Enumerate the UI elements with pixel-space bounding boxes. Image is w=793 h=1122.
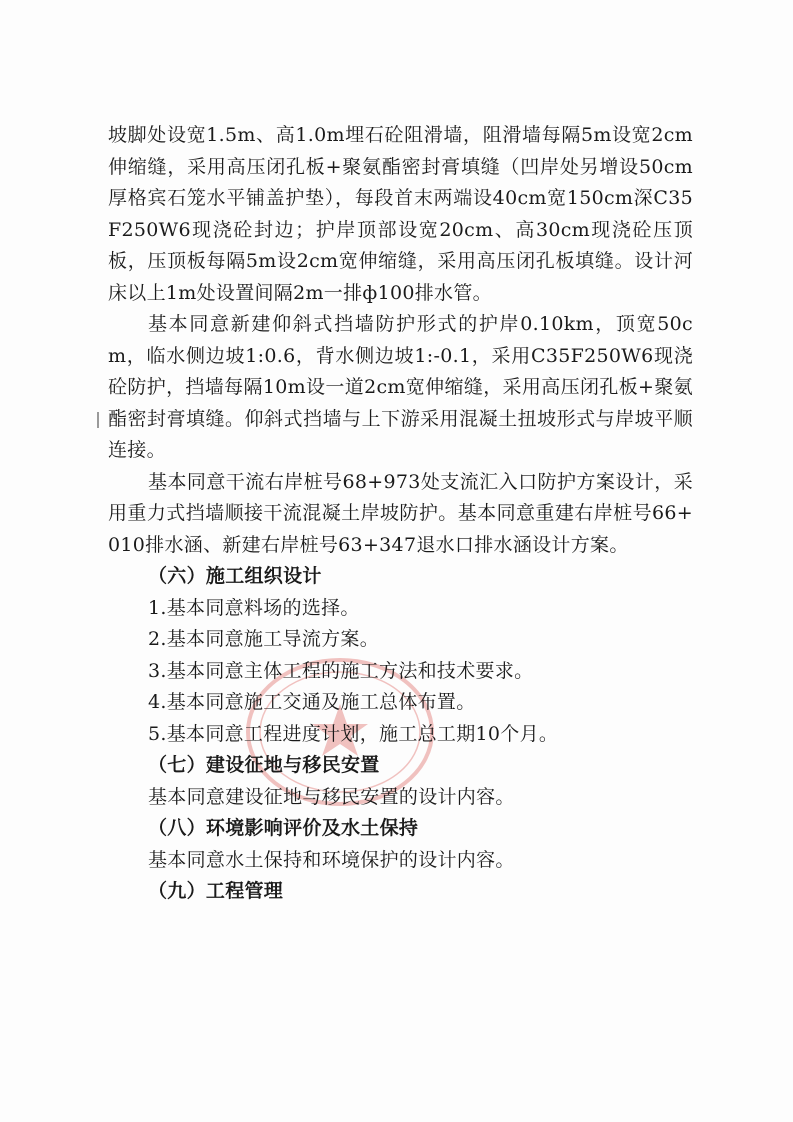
list-item: 1.基本同意料场的选择。 [148, 596, 360, 619]
section-heading-land-acquisition: （七）建设征地与移民安置 [148, 754, 380, 776]
paragraph-inclined-retaining-wall: 基本同意新建仰斜式挡墙防护形式的护岸0.10km，顶宽50cm，临水侧边坡1:0.6，背水侧边坡1:-0.1，采用C35F250W6现浇砼防护，挡墙每隔10m设一道2cm宽伸缩缝，采用高压闭孔板+聚氨酯密封膏填缝。仰斜式挡墙与上下游采用混凝土扭坡形式与岸坡平顺连接。 [108, 313, 693, 461]
list-item: 4.基本同意施工交通及施工总体布置。 [148, 691, 476, 713]
section-heading-project-management: （九）工程管理 [148, 880, 284, 902]
document-body [108, 120, 693, 908]
paragraph-tributary-inlet-protection: 基本同意干流右岸桩号68+973处支流汇入口防护方案设计，采用重力式挡墙顺接干流混凝土岸坡防护。基本同意重建右岸桩号66+010排水涵、新建右岸桩号63+347退水口排水涵设计方案。 [108, 470, 693, 556]
section-heading-environment: （八）环境影响评价及水土保持 [148, 817, 419, 839]
section-text-environment: 基本同意水土保持和环境保护的设计内容。 [148, 848, 515, 871]
section-heading-construction-design: （六）施工组织设计 [148, 565, 322, 587]
section-text-land-acquisition: 基本同意建设征地与移民安置的设计内容。 [148, 785, 515, 808]
list-item: 3.基本同意主体工程的施工方法和技术要求。 [148, 659, 534, 682]
paragraph-slope-foot-wall: 坡脚处设宽1.5m、高1.0m埋石砼阻滑墙，阻滑墙每隔5m设宽2cm伸缩缝，采用高压闭孔板+聚氨酯密封膏填缝（凹岸处另增设50cm厚格宾石笼水平铺盖护垫），每段首末两端设40cm宽150cm深C35F250W6现浇砼封边；护岸顶部设宽20cm、高30cm现浇砼压顶板，压顶板每隔5m设2cm宽伸缩缝，采用高压闭孔板填缝。设计河床以上1m处设置间隔2m一排ф100排水管。 [108, 124, 693, 304]
list-item: 2.基本同意施工导流方案。 [148, 628, 380, 650]
margin-mark [97, 412, 99, 428]
list-item: 5.基本同意工程进度计划，施工总工期10个月。 [148, 722, 559, 745]
